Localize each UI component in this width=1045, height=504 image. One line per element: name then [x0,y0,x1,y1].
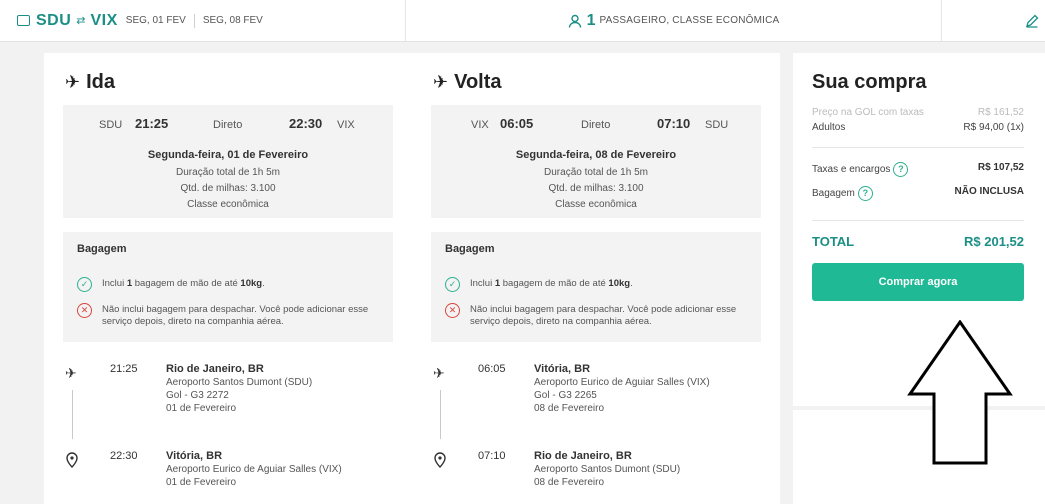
baggage-excluded [445,304,756,328]
arrival-time: 22:30 [289,116,323,131]
return-header [433,71,502,94]
total-label: TOTAL [812,234,855,249]
segment-time: 06:05 [478,363,506,375]
check-icon: ✓ [445,277,460,292]
cabin-class: Classe econômica [187,199,269,210]
divider [812,220,1024,221]
segment-airport: Aeroporto Santos Dumont (SDU) [166,377,313,388]
outbound-route-row [63,116,393,134]
divider [194,14,195,28]
destination-code: SDU [705,119,729,131]
destination-code: VIX [337,119,355,131]
date-back: SEG, 08 FEV [202,15,263,26]
buy-now-button[interactable]: Comprar agora [812,263,1024,301]
plane-takeoff-icon: ✈ [433,72,449,92]
duration: Duração total de 1h 5m [176,167,280,178]
segment-flight: Gol - G3 2272 [166,390,229,401]
baggage-included [77,278,388,292]
segment-info [166,363,312,415]
total-row [812,234,1024,249]
segment-date: 01 de Fevereiro [166,403,237,414]
destination-code: VIX [90,11,118,29]
passenger-count: 1 [586,11,596,29]
departure-segment [63,363,393,423]
adults-value: R$ 94,00 (1x) [963,122,1024,133]
segment-date: 08 de Fevereiro [534,403,605,414]
arrow-up-annotation [906,320,1014,466]
taxes-value: R$ 107,52 [977,162,1024,173]
plane-takeoff-icon: ✈ [65,365,77,381]
gol-price-label: Preço na GOL com taxas [812,107,924,118]
taxes-label: Taxas e encargos [812,164,891,176]
miles: Qtd. de milhas: 3.100 [548,183,644,194]
route-summary[interactable] [0,0,406,41]
return-summary [431,105,761,218]
segment-city: Rio de Janeiro, BR [166,363,264,375]
purchase-title: Sua compra [812,71,927,93]
outbound-baggage [63,232,393,342]
baggage-excluded-text: Não inclui bagagem para despachar. Você pode adicionar esse serviço depois, direto na companhia aérea. [102,304,369,327]
return-route-row [431,116,761,134]
segment-city: Vitória, BR [166,450,223,462]
segment-info [534,363,710,415]
arrival-segment [63,450,393,504]
baggage-row [812,186,1024,201]
check-icon: ✓ [77,277,92,292]
baggage-title: Bagagem [77,243,127,255]
segment-info [166,450,342,489]
gol-price-value: R$ 161,52 [977,107,1024,118]
departure-time: 06:05 [500,116,534,131]
taxes-row [812,162,1024,177]
flight-details-card [44,53,780,504]
baggage-included-text: Inclui 1 bagagem de mão de até 10kg. [470,278,633,289]
arrival-time: 07:10 [657,116,691,131]
location-pin-icon [433,452,447,468]
baggage-title: Bagagem [445,243,495,255]
location-pin-icon [65,452,79,468]
segment-airport: Aeroporto Eurico de Aguiar Salles (VIX) [534,377,710,388]
origin-code: SDU [99,119,123,131]
origin-code: SDU [36,11,72,29]
adults-row [812,122,1024,133]
date-out: SEG, 01 FEV [125,15,186,26]
segment-airport: Aeroporto Santos Dumont (SDU) [534,464,681,475]
segment-city: Rio de Janeiro, BR [534,450,632,462]
outbound-title: Ida [86,71,115,93]
return-title: Volta [454,71,502,93]
gol-price-row [812,107,1024,118]
departure-time: 21:25 [135,116,169,131]
flight-day: Segunda-feira, 08 de Fevereiro [515,149,677,161]
origin-code: VIX [471,119,489,131]
segment-time: 22:30 [110,450,138,462]
arrival-segment [431,450,761,504]
flight-type: Direto [581,119,611,131]
outbound-header [65,71,115,94]
miles: Qtd. de milhas: 3.100 [180,183,276,194]
passenger-text: PASSAGEIRO, CLASSE ECONÔMICA [599,15,780,26]
divider [812,147,1024,148]
baggage-label: Bagagem [812,188,855,200]
cabin-class: Classe econômica [555,199,637,210]
baggage-excluded [77,304,388,328]
ticket-icon [17,15,30,26]
departure-segment [431,363,761,423]
outbound-summary [63,105,393,218]
baggage-value: NÃO INCLUSA [954,186,1024,197]
flight-type: Direto [213,119,243,131]
plane-takeoff-icon: ✈ [433,365,445,381]
baggage-included [445,278,756,292]
return-baggage [431,232,761,342]
help-icon[interactable]: ? [858,186,873,201]
segment-time: 21:25 [110,363,138,375]
segment-airport: Aeroporto Eurico de Aguiar Salles (VIX) [166,464,342,475]
edit-search-button[interactable] [942,0,1045,41]
adults-label: Adultos [812,122,846,133]
segment-date: 08 de Fevereiro [534,477,605,488]
segment-city: Vitória, BR [534,363,591,375]
segment-date: 01 de Fevereiro [166,477,237,488]
search-summary-bar [0,0,1045,42]
help-icon[interactable]: ? [893,162,908,177]
pencil-icon [1025,14,1039,28]
flight-day: Segunda-feira, 01 de Fevereiro [147,149,309,161]
x-icon: ✕ [445,303,460,318]
segment-flight: Gol - G3 2265 [534,390,597,401]
baggage-included-text: Inclui 1 bagagem de mão de até 10kg. [102,278,265,289]
duration: Duração total de 1h 5m [544,167,648,178]
baggage-excluded-text: Não inclui bagagem para despachar. Você pode adicionar esse serviço depois, direto na companhia aérea. [470,304,737,327]
swap-icon: ⇄ [76,15,86,27]
user-icon [568,14,582,28]
passenger-summary[interactable] [406,0,942,41]
plane-takeoff-icon: ✈ [65,72,81,92]
total-value: R$ 201,52 [964,234,1024,249]
segment-time: 07:10 [478,450,506,462]
segment-info [534,450,680,489]
x-icon: ✕ [77,303,92,318]
